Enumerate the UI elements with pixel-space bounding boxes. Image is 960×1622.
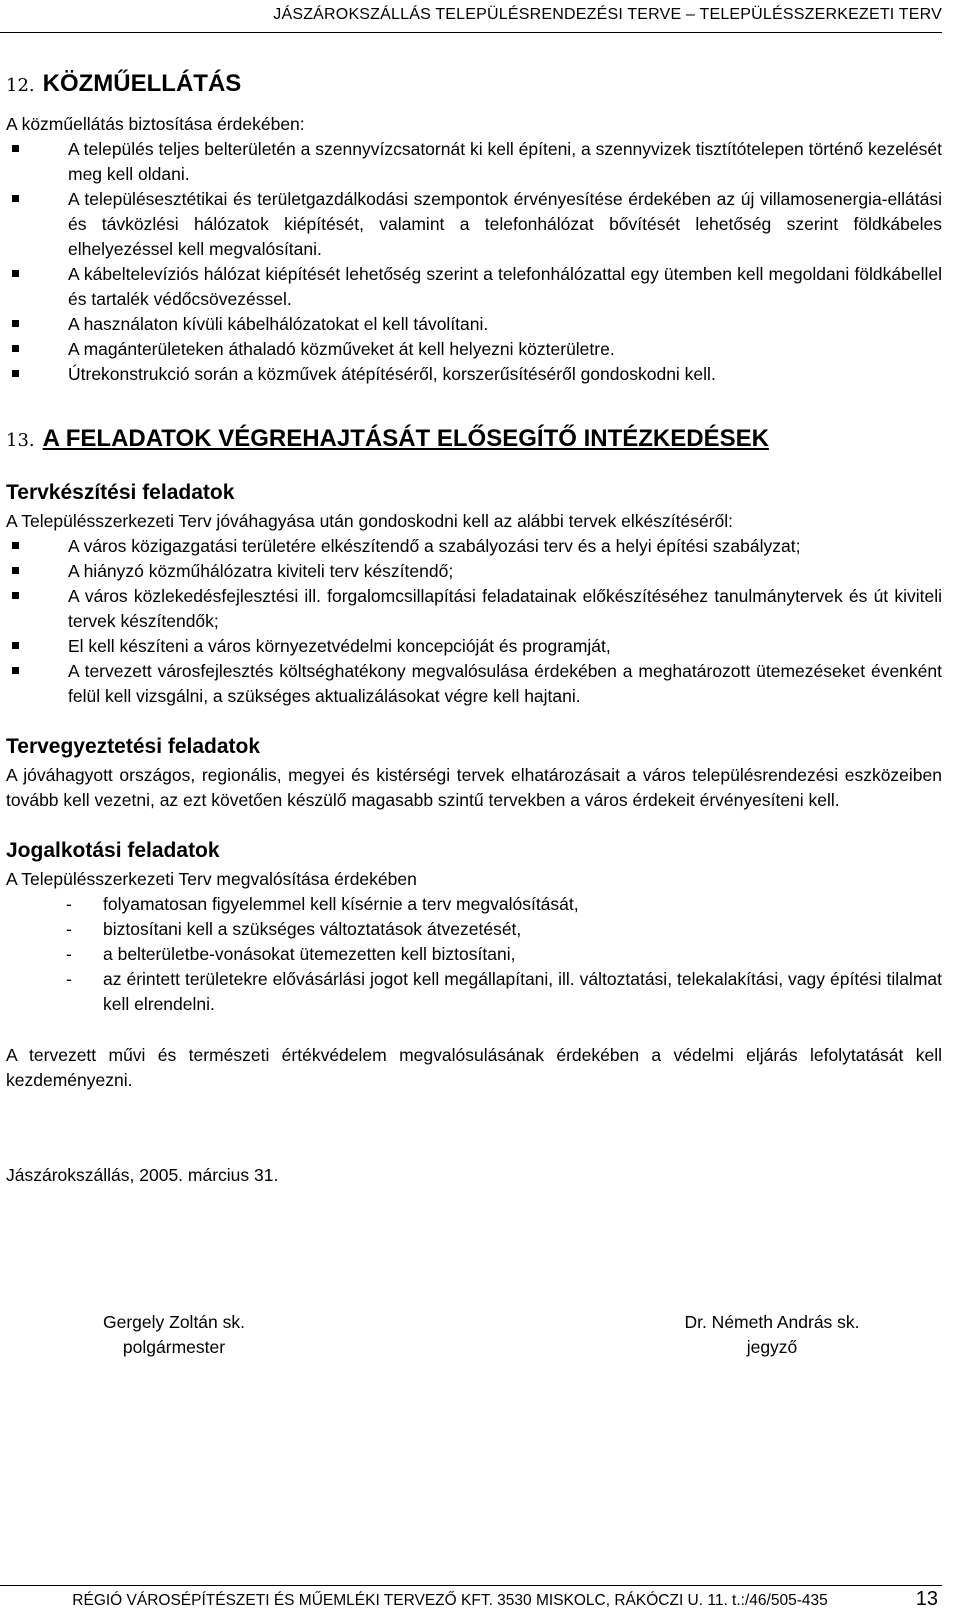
tervegyeztetes-heading: Tervegyeztetési feladatok [6, 735, 261, 758]
signer-name: Dr. Németh András sk. [684, 1312, 860, 1332]
signer-role: polgármester [122, 1337, 226, 1357]
list-item: A kábeltelevíziós hálózat kiépítését lehetőség szerint a telefonhálózattal egy ütemben kell megoldani földkábellel és tartalék védőcsövezéssel. [6, 262, 942, 312]
jogalkotas-heading: Jogalkotási feladatok [6, 839, 220, 862]
list-item: A település teljes belterületén a szennyvízcsatornát ki kell építeni, a szennyvizek tisztítótelepen történő kezelését meg kell oldani. [6, 137, 942, 187]
dash-marker: - [66, 969, 72, 989]
dash-marker: - [66, 944, 72, 964]
signer-role: jegyző [746, 1337, 798, 1357]
list-item: El kell készíteni a város környezetvédelmi koncepcióját és programját, [6, 634, 942, 659]
page-number: 13 [915, 1588, 938, 1610]
section-12-intro: A közműellátás biztosítása érdekében: [6, 114, 305, 134]
section-12-title [6, 70, 942, 98]
section-12-list [6, 137, 942, 387]
footer-text: RÉGIÓ VÁROSÉPÍTÉSZETI ÉS MŰEMLÉKI TERVEZŐ KFT. 3530 MISKOLC, RÁKÓCZI U. 11. t.:/46/505-435 [72, 1592, 828, 1609]
signer-name: Gergely Zoltán sk. [103, 1312, 245, 1332]
list-item-text: folyamatosan figyelemmel kell kísérnie a terv megvalósítását, [103, 894, 579, 914]
list-item [6, 892, 942, 917]
tervkeszites-list [6, 534, 942, 709]
section-number: 13. [6, 430, 35, 451]
list-item-text: a belterületbe-vonásokat ütemezetten kell biztosítani, [103, 944, 516, 964]
list-item: A város közlekedésfejlesztési ill. forgalomcsillapítási feladatainak előkészítéséhez tanulmánytervek és út kiviteli tervek készítendők; [6, 584, 942, 634]
signature-left [24, 1310, 324, 1360]
date-line: Jászárokszállás, 2005. március 31. [6, 1165, 279, 1185]
running-header: JÁSZÁROKSZÁLLÁS TELEPÜLÉSRENDEZÉSI TERVE – TELEPÜLÉSSZERKEZETI TERV [273, 6, 942, 23]
section-number: 12. [6, 75, 35, 96]
list-item: A város közigazgatási területére elkészítendő a szabályozási terv és a helyi építési szabályzat; [6, 534, 942, 559]
jogalkotas-list [6, 892, 942, 1017]
dash-marker: - [66, 919, 72, 939]
list-item [6, 942, 942, 967]
list-item: A használaton kívüli kábelhálózatokat el kell távolítani. [6, 312, 942, 337]
list-item [6, 917, 942, 942]
section-13-title [6, 425, 942, 453]
list-item: A településesztétikai és területgazdálkodási szempontok érvényesítése érdekében az új villamosenergia-ellátási és távközlési hálózatok kiépítését, valamint a telefonhálózat bővítését lehetőség szerint földkábeles elhelyezéssel kell megvalósítani. [6, 187, 942, 262]
section-title-text: KÖZMŰELLÁTÁS [42, 70, 242, 97]
list-item-text: az érintett területekre elővásárlási jogot kell megállapítani, ill. változtatási, telekalakítási, vagy építési tilalmat kell elrendelni. [103, 969, 942, 1014]
list-item: A magánterületeken áthaladó közműveket át kell helyezni közterületre. [6, 337, 942, 362]
list-item: A tervezett városfejlesztés költséghatékony megvalósulása érdekében a meghatározott ütemezéseket évenként felül kell vizsgálni, a szükséges aktualizálásokat végre kell hajtani. [6, 659, 942, 709]
tervkeszites-heading: Tervkészítési feladatok [6, 481, 235, 504]
tervkeszites-intro: A Településszerkezeti Terv jóváhagyása után gondoskodni kell az alábbi tervek elkészítéséről: [6, 511, 734, 531]
list-item [6, 967, 942, 1017]
list-item: A hiányzó közműhálózatra kiviteli terv készítendő; [6, 559, 942, 584]
list-item-text: biztosítani kell a szükséges változtatások átvezetését, [103, 919, 522, 939]
page-body [6, 70, 942, 1188]
tervegyeztetes-text: A jóváhagyott országos, regionális, megyei és kistérségi tervek elhatározásait a város településrendezési eszközeiben tovább kell vezetni, az ezt követően készülő magasabb szintű tervekben a város érdekeit érvényesíteni kell. [6, 765, 942, 810]
section-title-text: A FELADATOK VÉGREHAJTÁSÁT ELŐSEGÍTŐ INTÉZKEDÉSEK [42, 425, 769, 452]
list-item: Útrekonstrukció során a közművek átépítéséről, korszerűsítéséről gondoskodni kell. [6, 362, 942, 387]
footer-rule [0, 1585, 942, 1586]
jogalkotas-intro: A Településszerkezeti Terv megvalósítása érdekében [6, 869, 417, 889]
header-rule [0, 32, 942, 33]
closing-paragraph: A tervezett művi és természeti értékvédelem megvalósulásának érdekében a védelmi eljárás lefolytatását kell kezdeményezni. [6, 1045, 942, 1090]
dash-marker: - [66, 894, 72, 914]
signature-right [622, 1310, 922, 1360]
